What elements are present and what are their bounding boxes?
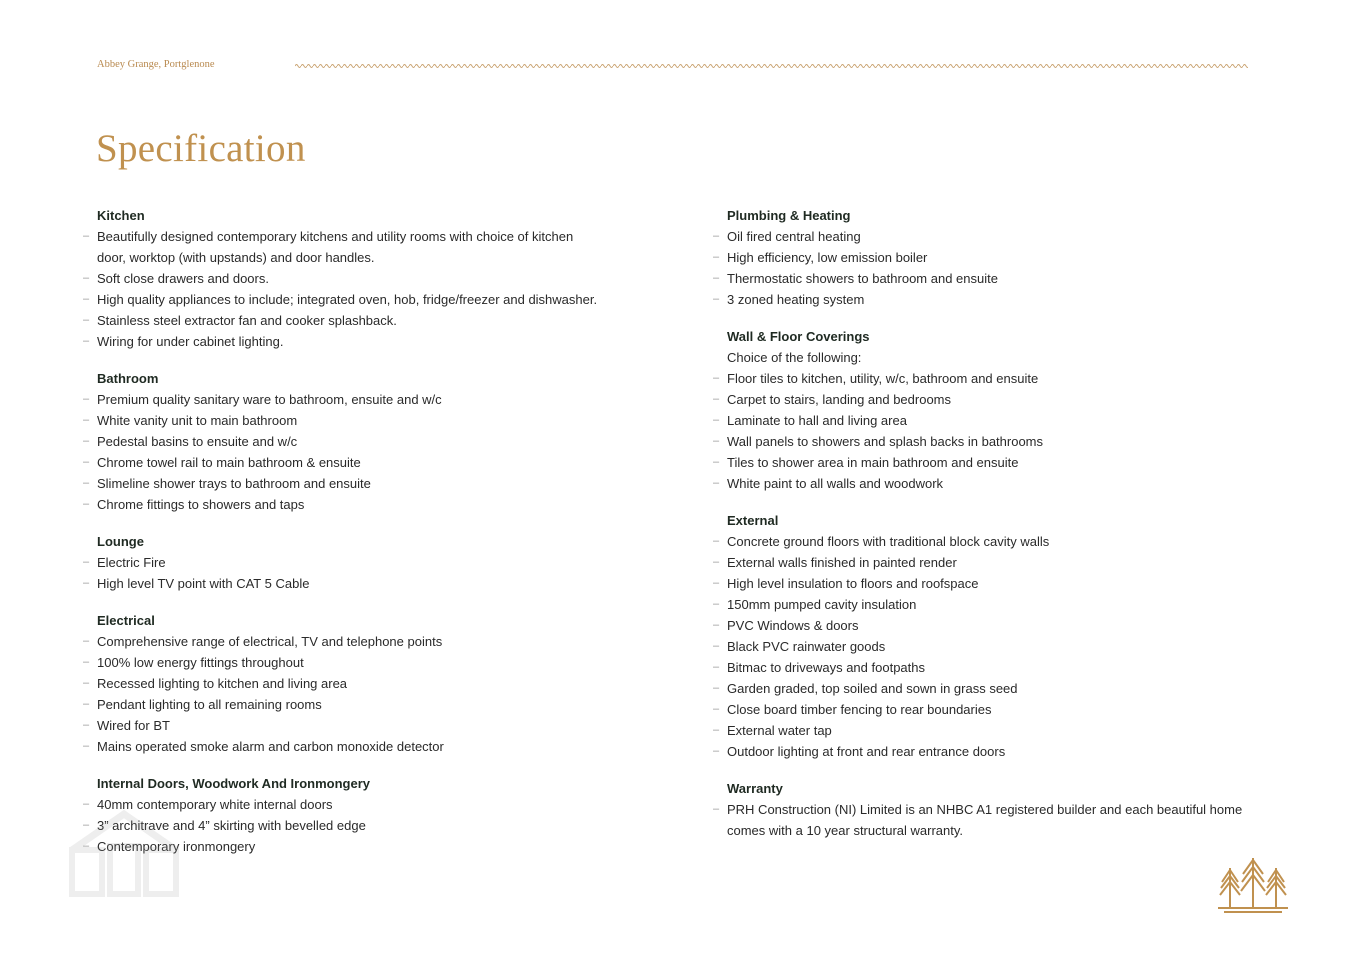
spec-item-text: Concrete ground floors with traditional block cavity walls	[727, 534, 1050, 549]
spec-item	[83, 815, 697, 836]
bullet-dash-icon: –	[83, 635, 90, 647]
bullet-dash-icon: –	[713, 682, 720, 694]
bullet-dash-icon: –	[713, 414, 720, 426]
spec-item-text: Pedestal basins to ensuite and w/c	[97, 434, 298, 449]
spec-item	[713, 678, 1327, 699]
bullet-dash-icon: –	[83, 498, 90, 510]
bullet-dash-icon: –	[713, 230, 720, 242]
spec-item	[83, 310, 697, 331]
spec-section	[713, 205, 1327, 310]
bullet-dash-icon: –	[83, 719, 90, 731]
spec-item-text: Chrome towel rail to main bathroom & ensuite	[97, 455, 361, 470]
spec-item-text: Recessed lighting to kitchen and living area	[97, 676, 348, 691]
bullet-dash-icon: –	[713, 435, 720, 447]
spec-item	[83, 652, 697, 673]
bullet-dash-icon: –	[83, 293, 90, 305]
spec-section	[83, 773, 697, 857]
spec-item	[713, 268, 1327, 289]
section-title: Lounge	[97, 534, 144, 549]
spec-item-text: Soft close drawers and doors.	[97, 271, 269, 286]
spec-list	[713, 226, 1327, 310]
spec-item	[713, 368, 1327, 389]
spec-item-text: External water tap	[727, 723, 832, 738]
spec-list	[83, 794, 697, 857]
bullet-dash-icon: –	[713, 803, 720, 815]
spec-item	[713, 699, 1327, 720]
bullet-dash-icon: –	[83, 798, 90, 810]
spec-item-text: Laminate to hall and living area	[727, 413, 907, 428]
bullet-dash-icon: –	[83, 393, 90, 405]
spec-section	[83, 205, 697, 352]
section-title: Internal Doors, Woodwork And Ironmongery	[97, 776, 371, 791]
section-title: Bathroom	[97, 371, 159, 386]
spec-item-text: Black PVC rainwater goods	[727, 639, 886, 654]
spec-item	[713, 531, 1327, 552]
bullet-dash-icon: –	[713, 619, 720, 631]
spec-item	[713, 289, 1327, 310]
spec-item	[713, 431, 1327, 452]
spec-section	[83, 531, 697, 594]
bullet-dash-icon: –	[713, 456, 720, 468]
section-intro: Choice of the following:	[727, 350, 862, 365]
spec-item-text: Contemporary ironmongery	[97, 839, 256, 854]
spec-item	[713, 552, 1327, 573]
bullet-dash-icon: –	[83, 272, 90, 284]
spec-item-text: 3 zoned heating system	[727, 292, 865, 307]
spec-item	[83, 389, 697, 410]
spec-list	[83, 552, 697, 594]
spec-list	[713, 799, 1327, 841]
bullet-dash-icon: –	[713, 372, 720, 384]
spec-item-text: White vanity unit to main bathroom	[97, 413, 298, 428]
spec-item	[713, 389, 1327, 410]
bullet-dash-icon: –	[83, 435, 90, 447]
spec-item-text: High efficiency, low emission boiler	[727, 250, 928, 265]
spec-item	[713, 410, 1327, 431]
bullet-dash-icon: –	[83, 556, 90, 568]
spec-item-text: Wired for BT	[97, 718, 170, 733]
spec-item-text: Slimeline shower trays to bathroom and ensuite	[97, 476, 371, 491]
spec-item-text: Thermostatic showers to bathroom and ensuite	[727, 271, 998, 286]
spec-item	[713, 573, 1327, 594]
section-title: Warranty	[727, 781, 783, 796]
spec-item	[713, 452, 1327, 473]
bullet-dash-icon: –	[713, 745, 720, 757]
bullet-dash-icon: –	[83, 414, 90, 426]
spec-item-text: White paint to all walls and woodwork	[727, 476, 944, 491]
spec-item	[83, 452, 697, 473]
spec-item	[83, 673, 697, 694]
spec-item-text: Premium quality sanitary ware to bathroom, ensuite and w/c	[97, 392, 442, 407]
bullet-dash-icon: –	[713, 393, 720, 405]
page-title: Specification	[96, 127, 306, 170]
bullet-dash-icon: –	[713, 640, 720, 652]
spec-item-text: High level TV point with CAT 5 Cable	[97, 576, 310, 591]
spec-item-text: Beautifully designed contemporary kitchens and utility rooms with choice of kitchen door, worktop (with upstands) and door handles.	[97, 229, 574, 265]
bullet-dash-icon: –	[713, 577, 720, 589]
spec-item-text: Tiles to shower area in main bathroom and ensuite	[727, 455, 1019, 470]
pine-trees-logo-icon	[1216, 858, 1290, 914]
spec-item-text: Pendant lighting to all remaining rooms	[97, 697, 322, 712]
spec-item-text: Oil fired central heating	[727, 229, 861, 244]
spec-item-text: Wiring for under cabinet lighting.	[97, 334, 284, 349]
spec-list	[713, 531, 1327, 762]
spec-item	[713, 636, 1327, 657]
spec-item	[83, 289, 697, 310]
spec-item-text: 3” architrave and 4” skirting with bevelled edge	[97, 818, 366, 833]
section-title: Plumbing & Heating	[727, 208, 851, 223]
spec-item-text: External walls finished in painted render	[727, 555, 957, 570]
spec-item	[83, 552, 697, 573]
spec-item-text: 100% low energy fittings throughout	[97, 655, 304, 670]
header-location: Abbey Grange, Portglenone	[97, 59, 215, 70]
spec-list	[83, 389, 697, 515]
spec-list	[83, 631, 697, 757]
decorative-wave-rule	[295, 63, 1248, 69]
spec-item	[83, 431, 697, 452]
spec-item	[83, 268, 697, 289]
bullet-dash-icon: –	[713, 556, 720, 568]
spec-section	[713, 778, 1327, 841]
section-title: Electrical	[97, 613, 155, 628]
bullet-dash-icon: –	[83, 677, 90, 689]
spec-item-text: High quality appliances to include; integrated oven, hob, fridge/freezer and dishwasher.	[97, 292, 598, 307]
spec-item-text: Garden graded, top soiled and sown in grass seed	[727, 681, 1018, 696]
spec-section	[83, 610, 697, 757]
spec-item-text: Carpet to stairs, landing and bedrooms	[727, 392, 952, 407]
spec-item	[83, 694, 697, 715]
spec-section	[713, 326, 1327, 494]
spec-item	[713, 473, 1327, 494]
spec-item	[713, 594, 1327, 615]
spec-item-text: Mains operated smoke alarm and carbon monoxide detector	[97, 739, 444, 754]
bullet-dash-icon: –	[83, 456, 90, 468]
bullet-dash-icon: –	[83, 698, 90, 710]
bullet-dash-icon: –	[83, 819, 90, 831]
spec-item	[713, 657, 1327, 678]
spec-item	[83, 631, 697, 652]
spec-item	[713, 799, 1267, 841]
spec-section	[713, 510, 1327, 762]
bullet-dash-icon: –	[83, 656, 90, 668]
spec-item	[83, 473, 697, 494]
bullet-dash-icon: –	[713, 598, 720, 610]
bullet-dash-icon: –	[83, 230, 90, 242]
bullet-dash-icon: –	[713, 293, 720, 305]
bullet-dash-icon: –	[713, 477, 720, 489]
spec-item	[713, 615, 1327, 636]
spec-item-text: 40mm contemporary white internal doors	[97, 797, 333, 812]
bullet-dash-icon: –	[713, 272, 720, 284]
spec-item-text: 150mm pumped cavity insulation	[727, 597, 917, 612]
bullet-dash-icon: –	[713, 703, 720, 715]
spec-item	[83, 794, 697, 815]
spec-item-text: Stainless steel extractor fan and cooker splashback.	[97, 313, 397, 328]
bullet-dash-icon: –	[83, 314, 90, 326]
spec-item-text: High level insulation to floors and roofspace	[727, 576, 979, 591]
bullet-dash-icon: –	[713, 535, 720, 547]
spec-item	[83, 226, 577, 268]
spec-item	[713, 720, 1327, 741]
section-title: Wall & Floor Coverings	[727, 329, 870, 344]
bullet-dash-icon: –	[83, 335, 90, 347]
spec-list	[83, 226, 697, 352]
spec-item	[83, 410, 697, 431]
bullet-dash-icon: –	[713, 251, 720, 263]
bullet-dash-icon: –	[83, 740, 90, 752]
spec-item-text: PRH Construction (NI) Limited is an NHBC A1 registered builder and each beautiful home comes with a 10 year structural warranty.	[727, 802, 1243, 838]
bullet-dash-icon: –	[713, 661, 720, 673]
bullet-dash-icon: –	[713, 724, 720, 736]
spec-section	[83, 368, 697, 515]
spec-item	[83, 573, 697, 594]
spec-item-text: Chrome fittings to showers and taps	[97, 497, 305, 512]
spec-item	[713, 247, 1327, 268]
spec-list	[713, 368, 1327, 494]
property-watermark-icon	[66, 810, 182, 898]
spec-item-text: Outdoor lighting at front and rear entrance doors	[727, 744, 1006, 759]
spec-item-text: PVC Windows & doors	[727, 618, 859, 633]
spec-item-text: Bitmac to driveways and footpaths	[727, 660, 925, 675]
spec-item	[713, 741, 1327, 762]
section-title: Kitchen	[97, 208, 145, 223]
left-column	[83, 205, 697, 873]
section-title: External	[727, 513, 779, 528]
spec-item	[83, 331, 697, 352]
spec-item	[83, 736, 697, 757]
spec-item	[713, 226, 1327, 247]
spec-item-text: Close board timber fencing to rear boundaries	[727, 702, 992, 717]
spec-item	[83, 494, 697, 515]
spec-item-text: Comprehensive range of electrical, TV and telephone points	[97, 634, 443, 649]
spec-item-text: Electric Fire	[97, 555, 166, 570]
right-column	[713, 205, 1327, 857]
bullet-dash-icon: –	[83, 840, 90, 852]
spec-item-text: Floor tiles to kitchen, utility, w/c, bathroom and ensuite	[727, 371, 1039, 386]
spec-item-text: Wall panels to showers and splash backs in bathrooms	[727, 434, 1044, 449]
bullet-dash-icon: –	[83, 477, 90, 489]
bullet-dash-icon: –	[83, 577, 90, 589]
spec-item	[83, 836, 697, 857]
spec-item	[83, 715, 697, 736]
